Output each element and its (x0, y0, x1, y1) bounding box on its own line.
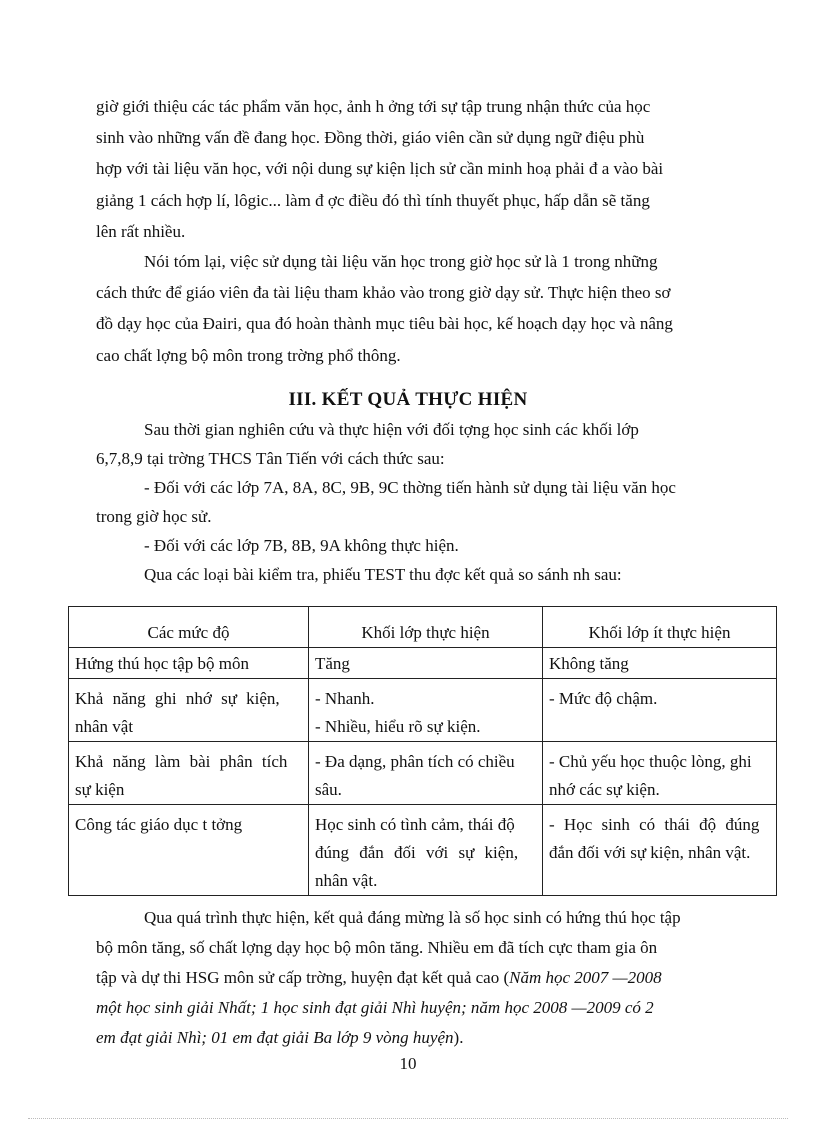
implemented-cell (309, 679, 543, 742)
table-row (69, 805, 777, 896)
header-criteria: Các mức độ (69, 607, 309, 648)
intro-line-2: sinh vào những vấn đề đang học. Đồng thời, giáo viên cần sử dụng ngữ điệu phù (96, 128, 645, 148)
table-header-row (69, 607, 777, 648)
results-intro-line-1: Sau thời gian nghiên cứu và thực hiện với đối tợng học sinh các khối lớp (144, 420, 639, 439)
intro-line-3: hợp với tài liệu văn học, với nội dung sự kiện lịch sử cần minh hoạ phải đ a vào bài (96, 159, 664, 179)
cell-line: - Mức độ chậm. (549, 689, 658, 708)
bullet-implemented-line-2: trong giờ học sử. (96, 507, 212, 526)
criterion-cell (69, 648, 309, 679)
cell-line: Không tăng (549, 654, 629, 673)
cell-line: - Học sinh có thái độ đúng (549, 815, 760, 834)
criterion-cell (69, 805, 309, 896)
bullet-not-implemented: - Đối với các lớp 7B, 8B, 9A không thực hiện. (144, 536, 459, 555)
summary-paragraph (96, 246, 743, 371)
cell-line: sự kiện (75, 780, 125, 799)
conclusion-line-5-italic: em đạt giải Nhì; 01 em đạt giải Ba lớp 9 vòng huyện (96, 1028, 454, 1047)
comparison-intro: Qua các loại bài kiểm tra, phiếu TEST thu đợc kết quả so sánh nh sau: (144, 565, 622, 584)
table-row (69, 679, 777, 742)
summary-line-4: cao chất lợng bộ môn trong trờng phổ thông. (96, 345, 401, 365)
conclusion-line-3 (96, 963, 768, 993)
cell-line: Tăng (315, 654, 350, 673)
page-number: 10 (399, 1054, 417, 1073)
section-heading: III. KẾT QUẢ THỰC HIỆN (288, 389, 528, 410)
cell-line: đúng đắn đối với sự kiện, (315, 843, 519, 862)
summary-line-1: Nói tóm lại, việc sử dụng tài liệu văn học trong giờ học sử là 1 trong những (144, 252, 658, 271)
summary-line-3: đồ dạy học của Đairi, qua đó hoàn thành mục tiêu bài học, kế hoạch dạy học và nâng (96, 314, 673, 334)
conclusion-line-4-italic: một học sinh giải Nhất; 1 học sinh đạt giải Nhì huyện; năm học 2008 —2009 có 2 (96, 998, 654, 1017)
results-table (68, 606, 777, 896)
table-row (69, 648, 777, 679)
cell-line: sâu. (315, 780, 342, 799)
page-bottom-divider (28, 1118, 788, 1119)
bullet-implemented-line-1: - Đối với các lớp 7A, 8A, 8C, 9B, 9C thờng tiến hành sử dụng tài liệu văn học (144, 478, 676, 497)
cell-line: - Đa dạng, phân tích có chiều (315, 752, 515, 771)
implemented-cell (309, 648, 543, 679)
conclusion-line-4 (96, 993, 768, 1023)
criterion-cell (69, 742, 309, 805)
cell-line: đắn đối với sự kiện, nhân vật. (549, 843, 751, 862)
implemented-cell (309, 805, 543, 896)
not-implemented-cell (543, 648, 777, 679)
table-row (69, 742, 777, 805)
intro-line-5: lên rất nhiều. (96, 221, 186, 241)
cell-line: - Nhiều, hiểu rõ sự kiện. (315, 717, 481, 736)
summary-line-2: cách thức để giáo viên đa tài liệu tham khảo vào trong giờ dạy sử. Thực hiện theo sơ (96, 283, 671, 303)
cell-line: - Chủ yếu học thuộc lòng, ghi (549, 752, 752, 771)
conclusion-line-5-tail: ). (453, 1028, 464, 1047)
intro-line-1: giờ giới thiệu các tác phẩm văn học, ảnh h ởng tới sự tập trung nhận thức của học (96, 97, 651, 116)
cell-line: Hứng thú học tập bộ môn (75, 654, 250, 673)
header-implemented: Khối lớp thực hiện (309, 607, 543, 648)
criterion-cell (69, 679, 309, 742)
not-implemented-cell (543, 805, 777, 896)
implemented-cell (309, 742, 543, 805)
conclusion-line-5 (96, 1023, 768, 1053)
results-intro-line-2: 6,7,8,9 tại trờng THCS Tân Tiến với cách thức sau: (96, 449, 445, 468)
conclusion-line-2: bộ môn tăng, số chất lợng dạy học bộ môn tăng. Nhiều em đã tích cực tham gia ôn (96, 938, 658, 957)
cell-line: Khả năng ghi nhớ sự kiện, (75, 689, 280, 708)
cell-line: Công tác giáo dục t tởng (75, 815, 243, 834)
cell-line: - Nhanh. (315, 689, 375, 708)
cell-line: Khả năng làm bài phân tích (75, 752, 288, 771)
conclusion-line-3-text: tập và dự thi HSG môn sử cấp trờng, huyện đạt kết quả cao ( (96, 968, 510, 987)
intro-paragraph (96, 91, 743, 247)
cell-line: nhớ các sự kiện. (549, 780, 660, 799)
cell-line: nhân vật (75, 717, 134, 736)
conclusion-line-1: Qua quá trình thực hiện, kết quả đáng mừng là số học sinh có hứng thú học tập (144, 908, 681, 927)
conclusion-line-3-italic: Năm học 2007 —2008 (509, 968, 662, 987)
cell-line: nhân vật. (315, 871, 378, 890)
intro-line-4: giảng 1 cách hợp lí, lôgic... làm đ ợc điều đó thì tính thuyết phục, hấp dẫn sẽ tăng (96, 190, 650, 210)
not-implemented-cell (543, 679, 777, 742)
cell-line: Học sinh có tình cảm, thái độ (315, 815, 515, 834)
not-implemented-cell (543, 742, 777, 805)
header-not-implemented: Khối lớp ít thực hiện (543, 607, 777, 648)
conclusion-paragraph (96, 903, 768, 1053)
